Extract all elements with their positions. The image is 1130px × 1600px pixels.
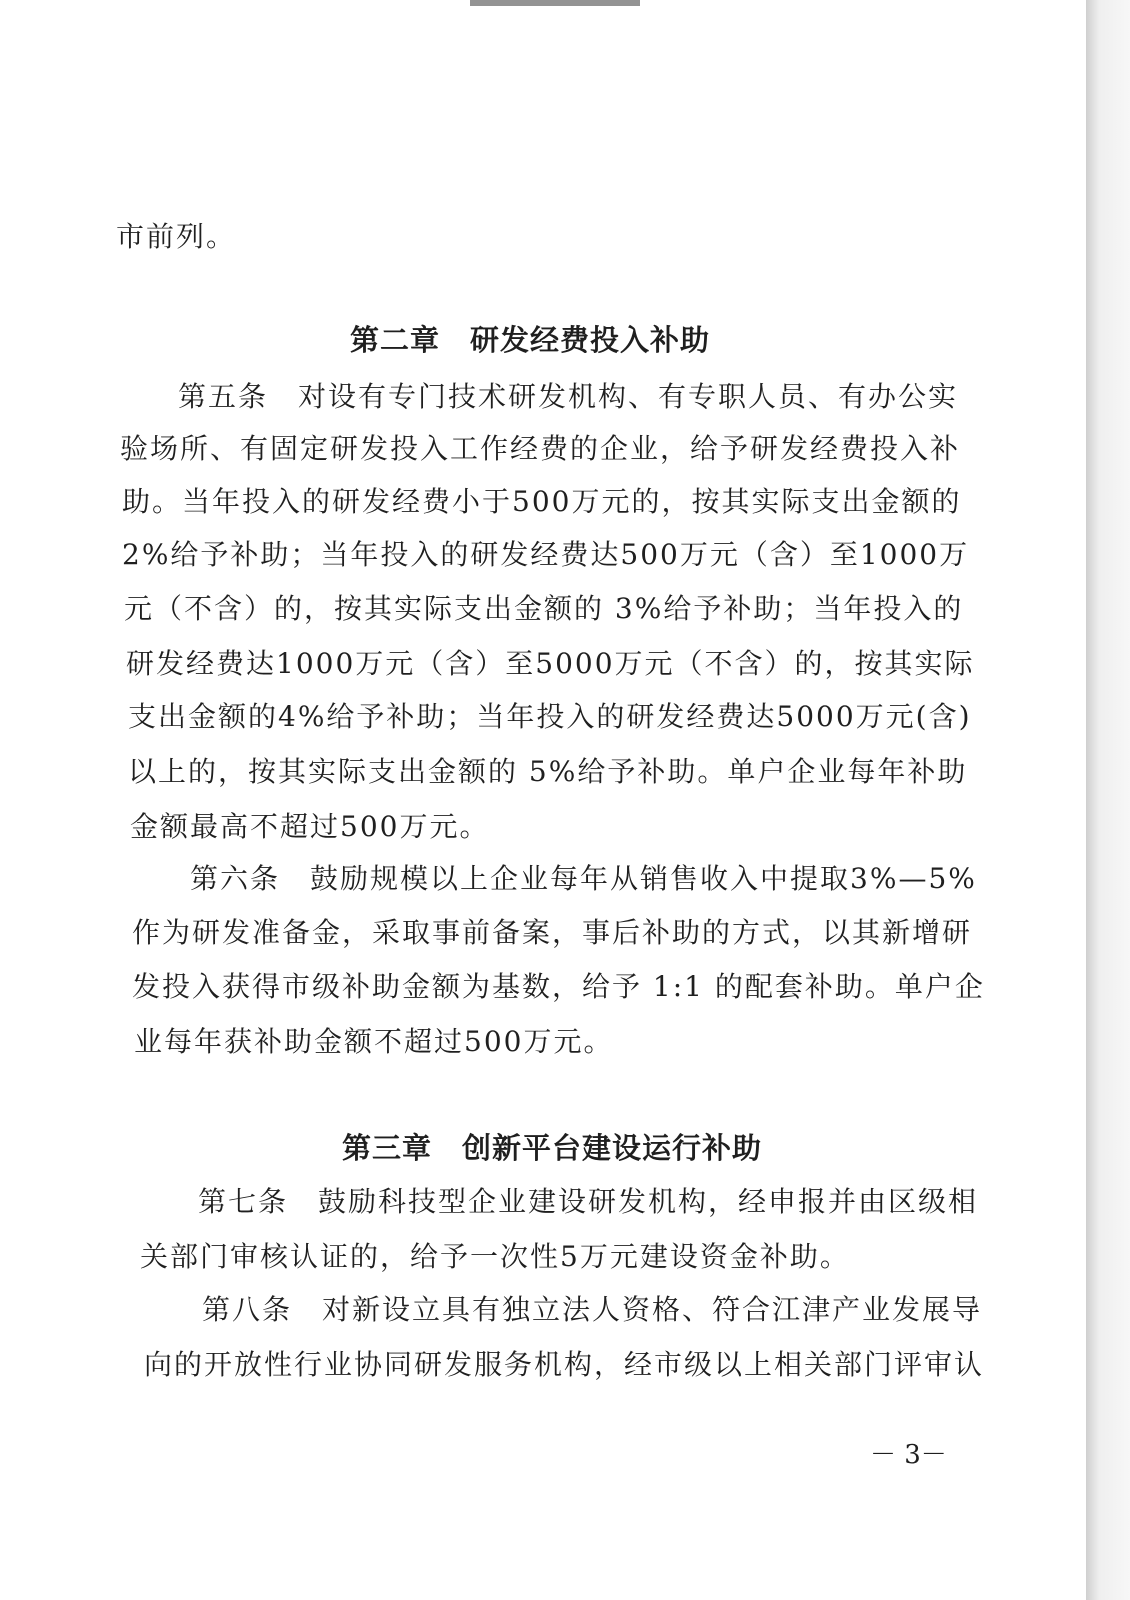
- chapter-2-title: 研发经费投入补助: [470, 323, 711, 357]
- article-8-line-1: 第八条 对新设立具有独立法人资格、符合江津产业发展导: [202, 1293, 983, 1326]
- chapter-3-heading: [342, 1130, 762, 1166]
- article-5-line-7: 支出金额的4%给予补助；当年投入的研发经费达5000万元(含): [128, 700, 972, 733]
- chapter-3-title: 创新平台建设运行补助: [462, 1131, 763, 1165]
- article-5-line-5: 元（不含）的，按其实际支出金额的 3%给予补助；当年投入的: [124, 592, 964, 625]
- article-5-line-4: 2%给予补助；当年投入的研发经费达500万元（含）至1000万: [122, 538, 970, 571]
- article-5-line-9: 金额最高不超过500万元。: [130, 810, 490, 843]
- article-8-line-2: 向的开放性行业协同研发服务机构，经市级以上相关部门评审认: [144, 1348, 985, 1381]
- chapter-3-number: 第三章: [342, 1131, 433, 1165]
- article-6-label: 第六条: [190, 862, 281, 895]
- article-5-label: 第五条: [178, 380, 269, 413]
- chapter-2-heading: [350, 322, 710, 358]
- page-number: － 3－: [870, 1440, 947, 1470]
- article-6-line-1: 第六条 鼓励规模以上企业每年从销售收入中提取3%—5%: [190, 862, 977, 895]
- chapter-2-number: 第二章: [350, 323, 441, 357]
- article-6-line-2: 作为研发准备金，采取事前备案，事后补助的方式，以其新增研: [132, 916, 973, 949]
- article-7-line-1: 第七条 鼓励科技型企业建设研发机构，经申报并由区级相: [198, 1185, 979, 1218]
- scan-artifact: [470, 0, 640, 6]
- article-5-line-2: 验场所、有固定研发投入工作经费的企业，给予研发经费投入补: [120, 432, 961, 465]
- scan-edge: [1086, 0, 1130, 1600]
- article-5-line-3: 助。当年投入的研发经费小于500万元的，按其实际支出金额的: [122, 485, 962, 518]
- article-8-label: 第八条: [202, 1293, 293, 1326]
- article-5-line-6: 研发经费达1000万元（含）至5000万元（不含）的，按其实际: [126, 647, 975, 680]
- continuation-text: 市前列。: [116, 220, 237, 253]
- article-6-line-4: 业每年获补助金额不超过500万元。: [134, 1025, 614, 1058]
- article-7-line-2: 关部门审核认证的，给予一次性5万元建设资金补助。: [140, 1240, 850, 1273]
- article-5-line-1: 第五条 对设有专门技术研发机构、有专职人员、有办公实: [178, 380, 959, 413]
- article-7-label: 第七条: [198, 1185, 289, 1218]
- article-5-line-8: 以上的，按其实际支出金额的 5%给予补助。单户企业每年补助: [128, 755, 968, 788]
- article-6-line-3: 发投入获得市级补助金额为基数，给予 1:1 的配套补助。单户企: [132, 970, 985, 1003]
